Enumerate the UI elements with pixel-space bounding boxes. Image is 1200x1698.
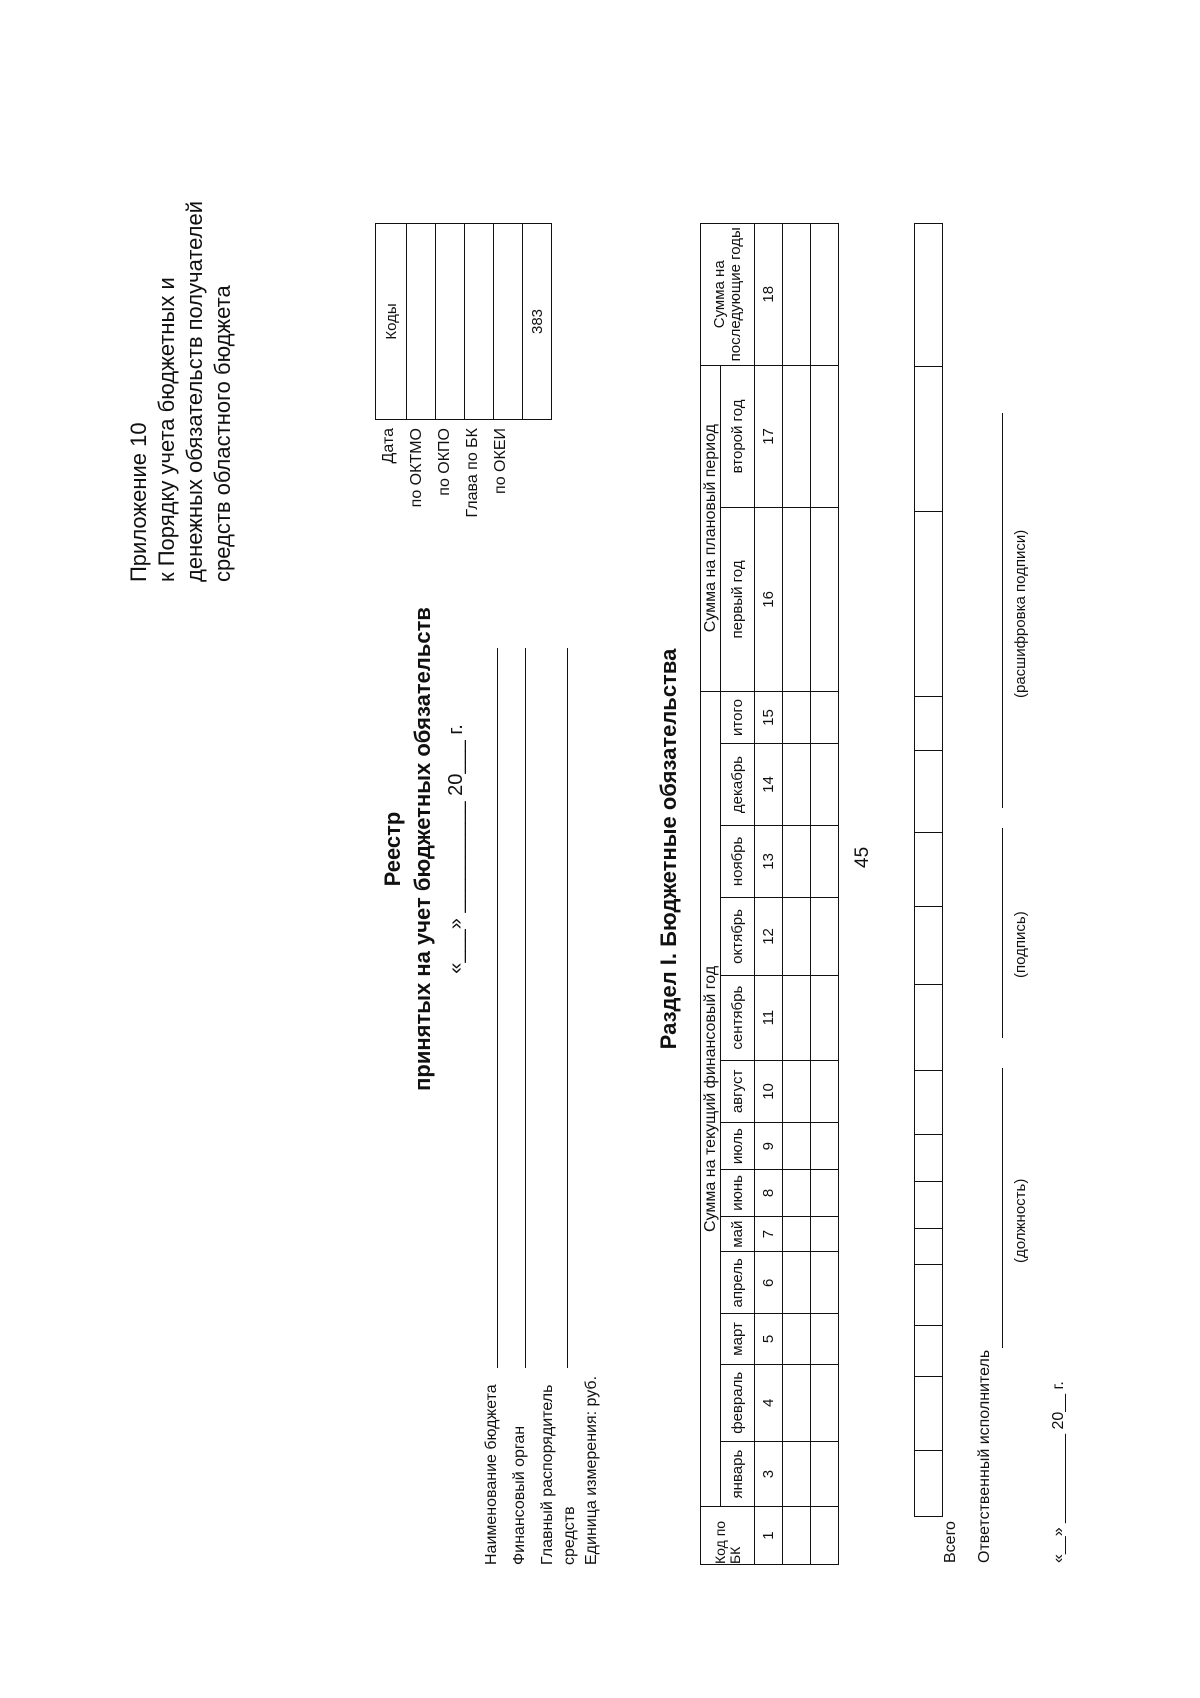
total-cell[interactable]: [915, 224, 943, 367]
col-number: 10: [755, 1060, 783, 1123]
month-header: февраль: [721, 1364, 755, 1441]
table-cell[interactable]: [783, 975, 811, 1060]
table-cell[interactable]: [811, 1216, 839, 1252]
table-cell[interactable]: [811, 508, 839, 691]
second-year-header: второй год: [721, 365, 755, 508]
col-number: 13: [755, 825, 783, 898]
code-label-date: Дата: [380, 428, 397, 464]
code-value-okei[interactable]: 383: [523, 224, 552, 420]
first-year-header: первый год: [721, 508, 755, 691]
total-label: Всего: [942, 1521, 959, 1563]
table-cell[interactable]: [811, 1252, 839, 1314]
section-title: Раздел I. Бюджетные обязательства: [656, 648, 681, 1050]
table-cell[interactable]: [783, 1507, 811, 1565]
col-number: 14: [755, 744, 783, 825]
page-number: 45: [852, 846, 873, 868]
fin-organ-line[interactable]: [525, 648, 526, 1368]
total-cell[interactable]: [915, 1450, 943, 1516]
table-cell[interactable]: [783, 1123, 811, 1170]
total-cell[interactable]: [915, 1265, 943, 1326]
table-cell[interactable]: [783, 1060, 811, 1123]
table-row: [783, 224, 811, 1565]
code-label-glava: Глава по БК: [464, 428, 481, 518]
col-number: 7: [755, 1216, 783, 1252]
table-cell[interactable]: [783, 1442, 811, 1507]
table-cell[interactable]: [811, 1442, 839, 1507]
table-cell[interactable]: [811, 975, 839, 1060]
planned-header: Сумма на плановый период: [701, 365, 721, 691]
month-header: декабрь: [721, 744, 755, 825]
month-header: июль: [721, 1123, 755, 1170]
codes-labels: [375, 428, 515, 578]
col-number: 1: [755, 1507, 783, 1565]
table-cell[interactable]: [811, 744, 839, 825]
budget-name-line[interactable]: [497, 648, 498, 1368]
table-cell[interactable]: [783, 1170, 811, 1217]
col-number: 17: [755, 365, 783, 508]
code-value-glava[interactable]: [494, 224, 523, 420]
month-header: март: [721, 1314, 755, 1364]
appendix-line: к Порядку учета бюджетных и: [154, 277, 179, 582]
table-cell[interactable]: [811, 1123, 839, 1170]
signature-line[interactable]: [1002, 828, 1003, 1038]
month-header: итого: [721, 691, 755, 744]
month-header: ноябрь: [721, 825, 755, 898]
code-value-date[interactable]: [407, 224, 436, 420]
total-cell[interactable]: [915, 985, 943, 1071]
appendix-line: средств областного бюджета: [210, 285, 235, 582]
chief-manager-line[interactable]: [567, 648, 568, 1368]
chief-manager-label-2: средств: [561, 1506, 578, 1565]
month-header: октябрь: [721, 898, 755, 975]
codes-table: [375, 223, 552, 420]
col-number: 11: [755, 975, 783, 1060]
code-value-okpo[interactable]: [465, 224, 494, 420]
month-header: сентябрь: [721, 975, 755, 1060]
total-cell[interactable]: [915, 367, 943, 511]
code-label-okpo: по ОКПО: [436, 428, 453, 496]
meta-labels: [478, 1376, 606, 1565]
table-row: [811, 224, 839, 1565]
total-cell[interactable]: [915, 1326, 943, 1377]
table-cell[interactable]: [811, 691, 839, 744]
table-cell[interactable]: [783, 1252, 811, 1314]
code-label-okei: по ОКЕИ: [492, 428, 509, 494]
table-cell[interactable]: [811, 825, 839, 898]
decoding-caption: (расшифровка подписи): [1012, 529, 1029, 698]
total-cell[interactable]: [915, 1134, 943, 1181]
code-value-oktmo[interactable]: [436, 224, 465, 420]
decoding-line[interactable]: [1002, 413, 1003, 808]
table-cell[interactable]: [783, 898, 811, 975]
page-title: Реестр: [380, 811, 405, 887]
appendix-line: Приложение 10: [126, 422, 151, 582]
unit-label: Единица измерения: руб.: [583, 1375, 600, 1565]
total-cell[interactable]: [915, 511, 943, 697]
col-number: 16: [755, 508, 783, 691]
table-cell[interactable]: [783, 744, 811, 825]
total-cell[interactable]: [915, 906, 943, 984]
fin-organ-label: Финансовый орган: [511, 1425, 528, 1565]
total-cell[interactable]: [915, 1181, 943, 1228]
table-cell[interactable]: [783, 224, 811, 366]
codes-header: Коды: [376, 224, 407, 420]
col-number: 15: [755, 691, 783, 744]
appendix-block: [125, 201, 237, 582]
table-cell[interactable]: [783, 691, 811, 744]
registry-date: «___» __________ 20___ г.: [445, 724, 467, 974]
table-cell[interactable]: [811, 1314, 839, 1364]
position-caption: (должность): [1012, 1178, 1029, 1263]
chief-manager-label: Главный распорядитель: [539, 1384, 556, 1565]
code-label-oktmo: по ОКТМО: [408, 428, 425, 508]
month-header: август: [721, 1060, 755, 1123]
table-cell[interactable]: [783, 825, 811, 898]
col-number: 5: [755, 1314, 783, 1364]
table-cell[interactable]: [783, 365, 811, 508]
bottom-date: «__» __________ 20__ г.: [1050, 1381, 1067, 1563]
col-number: 3: [755, 1442, 783, 1507]
code-header: Код по БК: [701, 1507, 755, 1565]
total-cell[interactable]: [915, 697, 943, 751]
table-cell[interactable]: [811, 1170, 839, 1217]
total-cell[interactable]: [915, 833, 943, 906]
signature-caption: (подпись): [1012, 911, 1029, 978]
month-header: июнь: [721, 1170, 755, 1217]
next-years-header: Сумма на последующие годы: [701, 224, 755, 366]
page-subtitle: принятых на учет бюджетных обязательств: [410, 607, 435, 1091]
month-header: май: [721, 1216, 755, 1252]
col-number: 6: [755, 1252, 783, 1314]
table-cell[interactable]: [811, 1364, 839, 1441]
budget-name-label: Наименование бюджета: [483, 1384, 500, 1565]
total-table: [914, 223, 943, 1517]
total-row: [915, 224, 943, 1517]
col-number: 8: [755, 1170, 783, 1217]
col-number: 4: [755, 1364, 783, 1441]
appendix-line: денежных обязательств получателей: [182, 200, 207, 582]
col-number: 18: [755, 224, 783, 366]
total-cell[interactable]: [915, 1071, 943, 1135]
total-cell[interactable]: [915, 1377, 943, 1450]
position-line[interactable]: [1002, 1068, 1003, 1348]
table-cell[interactable]: [811, 1060, 839, 1123]
table-cell[interactable]: [783, 1216, 811, 1252]
month-header: апрель: [721, 1252, 755, 1314]
table-cell[interactable]: [811, 365, 839, 508]
current-year-header: Сумма на текущий финансовый год: [701, 691, 721, 1507]
table-cell[interactable]: [811, 1507, 839, 1565]
table-cell[interactable]: [783, 1314, 811, 1364]
obligations-table: [700, 223, 839, 1565]
month-header: январь: [721, 1442, 755, 1507]
col-number: 9: [755, 1123, 783, 1170]
total-cell[interactable]: [915, 751, 943, 833]
total-cell[interactable]: [915, 1229, 943, 1265]
col-number: 12: [755, 898, 783, 975]
responsible-label: Ответственный исполнитель: [976, 1349, 993, 1563]
table-cell[interactable]: [811, 898, 839, 975]
table-cell[interactable]: [783, 1364, 811, 1441]
table-cell[interactable]: [783, 508, 811, 691]
table-cell[interactable]: [811, 224, 839, 366]
